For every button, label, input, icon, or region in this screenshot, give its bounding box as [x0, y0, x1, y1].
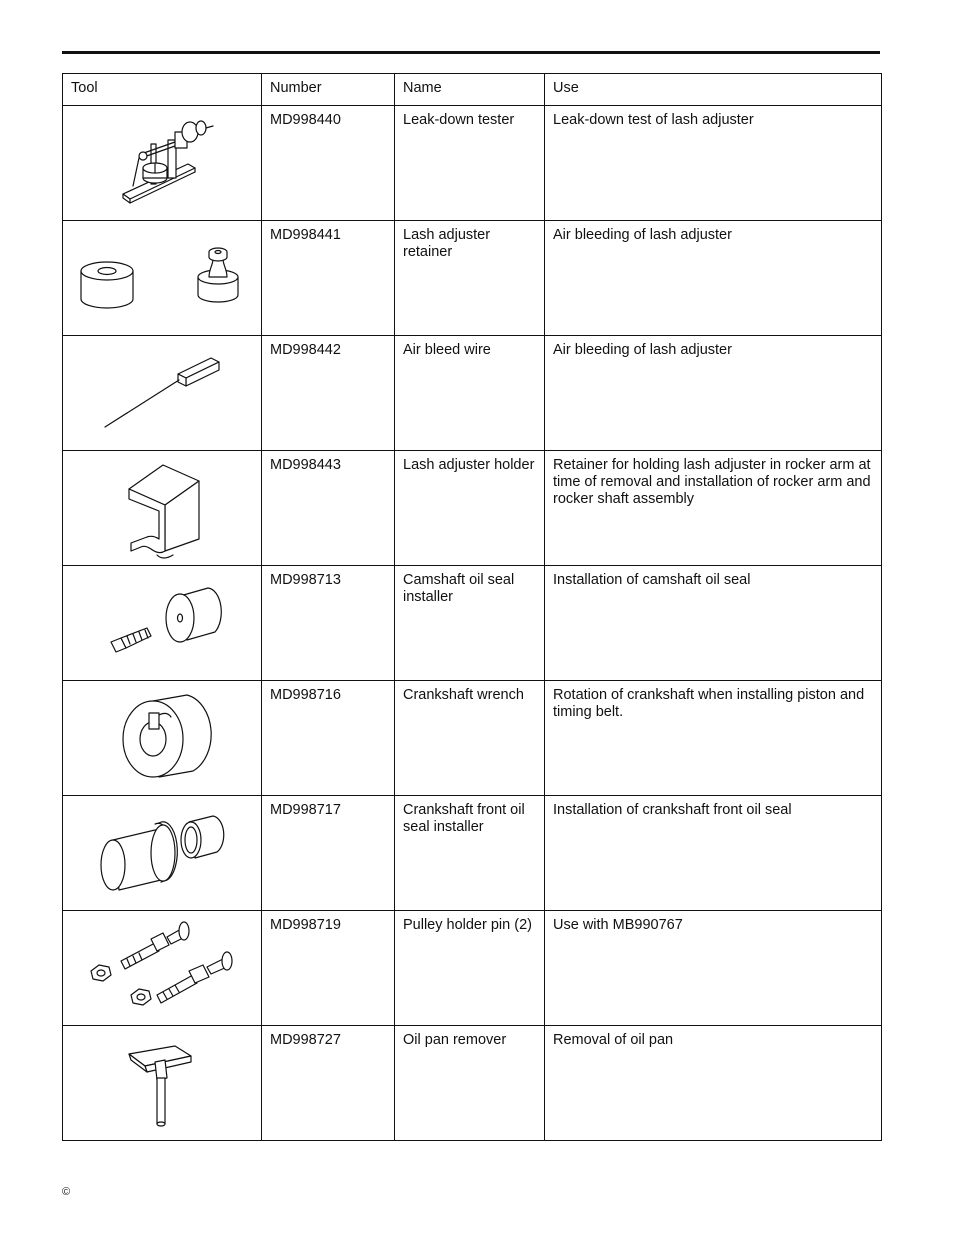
tool-name: Crankshaft wrench [395, 681, 545, 796]
lash-adjuster-holder-icon [63, 451, 260, 565]
tool-use: Installation of camshaft oil seal [545, 566, 882, 681]
table-row [63, 451, 882, 566]
table-row [63, 681, 882, 796]
tool-name: Leak-down tester [395, 106, 545, 221]
tool-number: MD998713 [262, 566, 395, 681]
copyright-mark: © [62, 1186, 71, 1198]
tool-name: Lash adjuster holder [395, 451, 545, 566]
table-row [63, 106, 882, 221]
tool-number: MD998727 [262, 1026, 395, 1141]
tool-illustration-cell [63, 336, 262, 451]
header-use: Use [545, 74, 882, 106]
table-row [63, 1026, 882, 1141]
tool-illustration-cell [63, 221, 262, 336]
tool-name: Lash adjuster retainer [395, 221, 545, 336]
tool-number: MD998716 [262, 681, 395, 796]
pulley-holder-pin-icon [63, 911, 260, 1025]
tool-use: Retainer for holding lash adjuster in rocker arm at time of removal and installation of rocker arm and rocker shaft assembly [545, 451, 882, 566]
tool-illustration-cell [63, 796, 262, 911]
tool-number: MD998717 [262, 796, 395, 911]
tool-number: MD998440 [262, 106, 395, 221]
tool-illustration-cell [63, 451, 262, 566]
top-rule [62, 51, 880, 54]
tool-use: Leak-down test of lash adjuster [545, 106, 882, 221]
tool-illustration-cell [63, 1026, 262, 1141]
tool-illustration-cell [63, 106, 262, 221]
oil-pan-remover-icon [63, 1026, 260, 1140]
tool-use: Air bleeding of lash adjuster [545, 336, 882, 451]
crankshaft-wrench-icon [63, 681, 260, 795]
camshaft-oil-seal-installer-icon [63, 566, 260, 680]
tool-use: Use with MB990767 [545, 911, 882, 1026]
tool-use: Air bleeding of lash adjuster [545, 221, 882, 336]
table-row [63, 911, 882, 1026]
header-tool: Tool [63, 74, 262, 106]
tool-illustration-cell [63, 566, 262, 681]
table-row [63, 221, 882, 336]
header-name: Name [395, 74, 545, 106]
air-bleed-wire-icon [63, 336, 260, 450]
crankshaft-front-oil-seal-installer-icon [63, 796, 260, 910]
tool-illustration-cell [63, 911, 262, 1026]
leak-down-tester-icon [63, 106, 260, 220]
tool-number: MD998441 [262, 221, 395, 336]
tool-number: MD998442 [262, 336, 395, 451]
tool-name: Crankshaft front oil seal installer [395, 796, 545, 911]
tool-use: Installation of crankshaft front oil seal [545, 796, 882, 911]
tool-use: Rotation of crankshaft when installing piston and timing belt. [545, 681, 882, 796]
tool-illustration-cell [63, 681, 262, 796]
table-row [63, 796, 882, 911]
tool-name: Camshaft oil seal installer [395, 566, 545, 681]
table-row [63, 566, 882, 681]
special-tools-table [62, 73, 882, 1141]
tool-name: Pulley holder pin (2) [395, 911, 545, 1026]
lash-adjuster-retainer-icon [63, 221, 260, 335]
tool-number: MD998443 [262, 451, 395, 566]
header-number: Number [262, 74, 395, 106]
tool-name: Oil pan remover [395, 1026, 545, 1141]
table-row [63, 336, 882, 451]
tool-use: Removal of oil pan [545, 1026, 882, 1141]
table-header-row [63, 74, 882, 106]
tool-name: Air bleed wire [395, 336, 545, 451]
tool-number: MD998719 [262, 911, 395, 1026]
